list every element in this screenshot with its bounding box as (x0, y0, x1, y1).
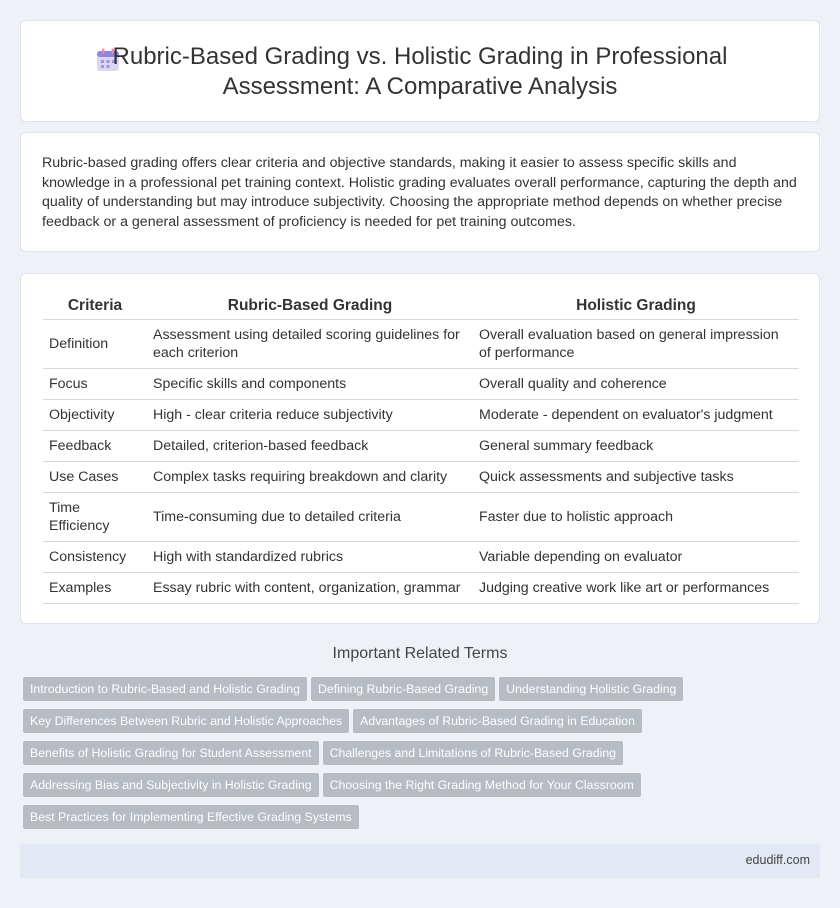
row-label: Feedback (43, 430, 147, 461)
rubric-cell: Assessment using detailed scoring guidelines for each criterion (147, 319, 473, 368)
table-row (43, 319, 799, 368)
holistic-cell: Variable depending on evaluator (473, 541, 799, 572)
table-row (43, 399, 799, 430)
rubric-cell: Time-consuming due to detailed criteria (147, 492, 473, 541)
related-term-tag[interactable]: Best Practices for Implementing Effective Grading Systems (23, 805, 359, 829)
rubric-cell: Specific skills and components (147, 368, 473, 399)
title-line-1: Rubric-Based Grading vs. Holistic Grading in Professional (112, 43, 728, 70)
table-header-row (43, 293, 799, 319)
footer (20, 844, 820, 878)
row-label: Definition (43, 319, 147, 368)
rubric-cell: Complex tasks requiring breakdown and clarity (147, 461, 473, 492)
related-term-tag[interactable]: Introduction to Rubric-Based and Holistic Grading (23, 677, 307, 701)
rubric-cell: Essay rubric with content, organization, grammar (147, 572, 473, 603)
related-terms-list (23, 677, 823, 837)
row-label: Examples (43, 572, 147, 603)
title-card (20, 20, 820, 122)
header-holistic: Holistic Grading (473, 293, 799, 319)
related-term-tag[interactable]: Understanding Holistic Grading (499, 677, 683, 701)
row-label: Objectivity (43, 399, 147, 430)
rubric-cell: High with standardized rubrics (147, 541, 473, 572)
table-row (43, 492, 799, 541)
row-label: Use Cases (43, 461, 147, 492)
header-criteria: Criteria (43, 293, 147, 319)
comparison-table-card (20, 273, 820, 624)
holistic-cell: Quick assessments and subjective tasks (473, 461, 799, 492)
footer-site-link[interactable]: edudiff.com (745, 853, 810, 867)
holistic-cell: General summary feedback (473, 430, 799, 461)
related-term-tag[interactable]: Choosing the Right Grading Method for Your Classroom (323, 773, 641, 797)
page-title (21, 42, 819, 102)
related-term-tag[interactable]: Addressing Bias and Subjectivity in Holistic Grading (23, 773, 319, 797)
holistic-cell: Overall evaluation based on general impression of performance (473, 319, 799, 368)
holistic-cell: Judging creative work like art or performances (473, 572, 799, 603)
summary-card (20, 132, 820, 252)
rubric-cell: High - clear criteria reduce subjectivity (147, 399, 473, 430)
related-term-tag[interactable]: Challenges and Limitations of Rubric-Based Grading (323, 741, 623, 765)
comparison-table (43, 293, 799, 604)
summary-text: Rubric-based grading offers clear criteria and objective standards, making it easier to assess specific skills and knowledge in a professional pet training context. Holistic grading evaluates overall performance, capturing the depth and quality of understanding but may introduce subjectivity. Choosing the appropriate method depends on whether precise feedback or a general assessment of proficiency is needed for pet training outcomes. (42, 155, 797, 230)
holistic-cell: Faster due to holistic approach (473, 492, 799, 541)
title-line-2: Assessment: A Comparative Analysis (222, 73, 618, 100)
related-term-tag[interactable]: Advantages of Rubric-Based Grading in Education (353, 709, 642, 733)
related-term-tag[interactable]: Defining Rubric-Based Grading (311, 677, 495, 701)
holistic-cell: Moderate - dependent on evaluator's judgment (473, 399, 799, 430)
related-term-tag[interactable]: Key Differences Between Rubric and Holistic Approaches (23, 709, 349, 733)
table-row (43, 430, 799, 461)
table-row (43, 461, 799, 492)
row-label: Time Efficiency (43, 492, 147, 541)
table-row (43, 368, 799, 399)
holistic-cell: Overall quality and coherence (473, 368, 799, 399)
table-row (43, 541, 799, 572)
header-rubric: Rubric-Based Grading (147, 293, 473, 319)
row-label: Focus (43, 368, 147, 399)
row-label: Consistency (43, 541, 147, 572)
related-term-tag[interactable]: Benefits of Holistic Grading for Student Assessment (23, 741, 319, 765)
rubric-cell: Detailed, criterion-based feedback (147, 430, 473, 461)
related-terms-heading: Important Related Terms (332, 645, 508, 662)
table-row (43, 572, 799, 603)
